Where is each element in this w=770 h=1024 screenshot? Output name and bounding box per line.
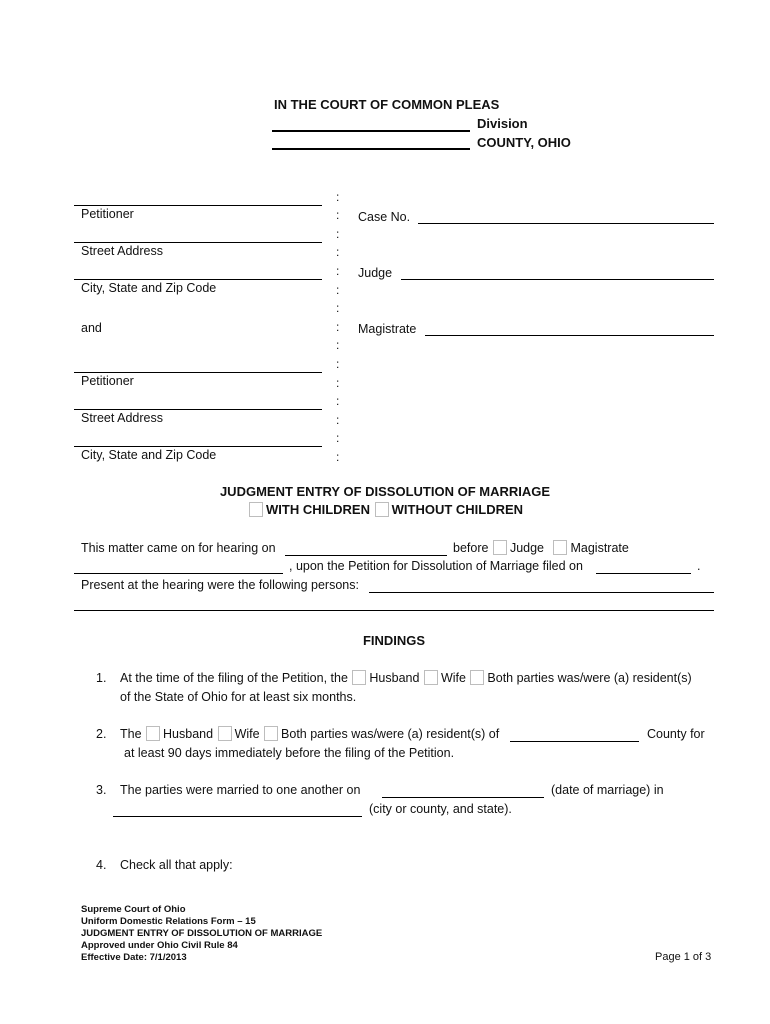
caption-colon: : [336,338,340,352]
finding-2-wife-checkbox[interactable] [218,726,232,741]
judge-field[interactable] [401,279,714,280]
officer-name-field[interactable] [74,573,283,574]
finding-3-text: The parties were married to one another on [120,783,361,797]
finding-2-both-checkbox[interactable] [264,726,278,741]
magistrate-label: Magistrate [358,322,417,336]
court-name: IN THE COURT OF COMMON PLEAS [274,97,500,112]
city1-label: City, State and Zip Code [81,281,217,295]
finding-3-date-label: (date of marriage) in [551,783,664,797]
present-persons-field-2[interactable] [74,610,714,611]
finding-2-county-field[interactable] [510,741,639,742]
caption-colon: : [336,394,340,408]
finding-2-husband-checkbox[interactable] [146,726,160,741]
street1-label: Street Address [81,244,163,258]
caption-colon: : [336,245,340,259]
page-number: Page 1 of 3 [655,951,712,963]
present-text: Present at the hearing were the following persons: [81,578,359,592]
period-text: . [697,559,701,573]
marriage-date-field[interactable] [382,797,544,798]
finding-1-husband-label: Husband [369,671,420,685]
finding-2-text [120,726,499,741]
present-persons-field[interactable] [369,592,714,593]
document-title: JUDGMENT ENTRY OF DISSOLUTION OF MARRIAGE [219,484,551,499]
caption-colon: : [336,264,340,278]
caption-colon: : [336,190,340,204]
street1-field[interactable] [74,242,322,243]
with-children-checkbox[interactable] [249,502,263,517]
petitioner2-field[interactable] [74,372,322,373]
county-field[interactable] [272,148,470,150]
caption-colon: : [336,376,340,390]
and-label: and [81,321,102,335]
children-options [248,502,523,517]
finding-2-number: 2. [96,727,107,741]
finding-1-husband-checkbox[interactable] [352,670,366,685]
county-label: COUNTY, OHIO [477,135,571,150]
finding-1-wife-label: Wife [440,671,466,685]
finding-2-continued: at least 90 days immediately before the filing of the Petition. [124,746,455,760]
finding-2-both-label: Both parties was/were (a) resident(s) of [281,727,500,741]
footer-effective-date: Effective Date: 7/1/2013 [81,952,187,963]
street2-field[interactable] [74,409,322,410]
with-children-label: WITH CHILDREN [266,502,370,517]
magistrate-field[interactable] [425,335,714,336]
hearing-date-field[interactable] [285,555,447,556]
case-no-label: Case No. [358,210,411,224]
marriage-place-field[interactable] [113,816,362,817]
petition-date-field[interactable] [596,573,691,574]
footer-court: Supreme Court of Ohio [81,904,186,915]
caption-colon: : [336,320,340,334]
finding-3-place-label: (city or county, and state). [369,802,512,816]
finding-4-number: 4. [96,858,107,872]
city1-field[interactable] [74,279,322,280]
finding-1-both-label: Both parties was/were (a) resident(s) [487,671,692,685]
division-field[interactable] [272,130,470,132]
finding-2-lead: The [120,727,142,741]
findings-heading: FINDINGS [362,633,426,648]
finding-1-continued: of the State of Ohio for at least six months. [120,690,357,704]
street2-label: Street Address [81,411,163,425]
city2-field[interactable] [74,446,322,447]
finding-4-text: Check all that apply: [120,858,233,872]
finding-1-number: 1. [96,671,107,685]
judge-label: Judge [358,266,393,280]
before-options [453,540,629,555]
footer-title: JUDGMENT ENTRY OF DISSOLUTION OF MARRIAGE [81,928,323,939]
footer-approved: Approved under Ohio Civil Rule 84 [81,940,238,951]
before-label: before [453,541,489,555]
finding-1-lead: At the time of the filing of the Petition, the [120,671,348,685]
without-children-checkbox[interactable] [375,502,389,517]
finding-2-wife-label: Wife [234,727,260,741]
caption-colon: : [336,413,340,427]
case-no-field[interactable] [418,223,714,224]
finding-1-wife-checkbox[interactable] [424,670,438,685]
petitioner1-label: Petitioner [81,207,134,221]
finding-2-husband-label: Husband [163,727,214,741]
caption-colon: : [336,208,340,222]
petition-text: , upon the Petition for Dissolution of Marriage filed on [289,559,583,573]
judge-option-label: Judge [509,541,544,555]
caption-colon: : [336,301,340,315]
city2-label: City, State and Zip Code [81,448,217,462]
caption-colon: : [336,357,340,371]
caption-colon: : [336,450,340,464]
finding-2-county-for: County for [647,727,705,741]
hearing-text: This matter came on for hearing on [81,541,276,555]
division-label: Division [477,116,528,131]
caption-colon: : [336,431,340,445]
magistrate-option-label: Magistrate [570,541,629,555]
magistrate-checkbox[interactable] [553,540,567,555]
petitioner2-label: Petitioner [81,374,134,388]
petitioner1-field[interactable] [74,205,322,206]
without-children-label: WITHOUT CHILDREN [391,502,524,517]
finding-3-number: 3. [96,783,107,797]
caption-colon: : [336,227,340,241]
caption-colon: : [336,283,340,297]
finding-1-both-checkbox[interactable] [470,670,484,685]
finding-1-text [120,670,692,685]
judge-checkbox[interactable] [493,540,507,555]
footer-form: Uniform Domestic Relations Form – 15 [81,916,256,927]
